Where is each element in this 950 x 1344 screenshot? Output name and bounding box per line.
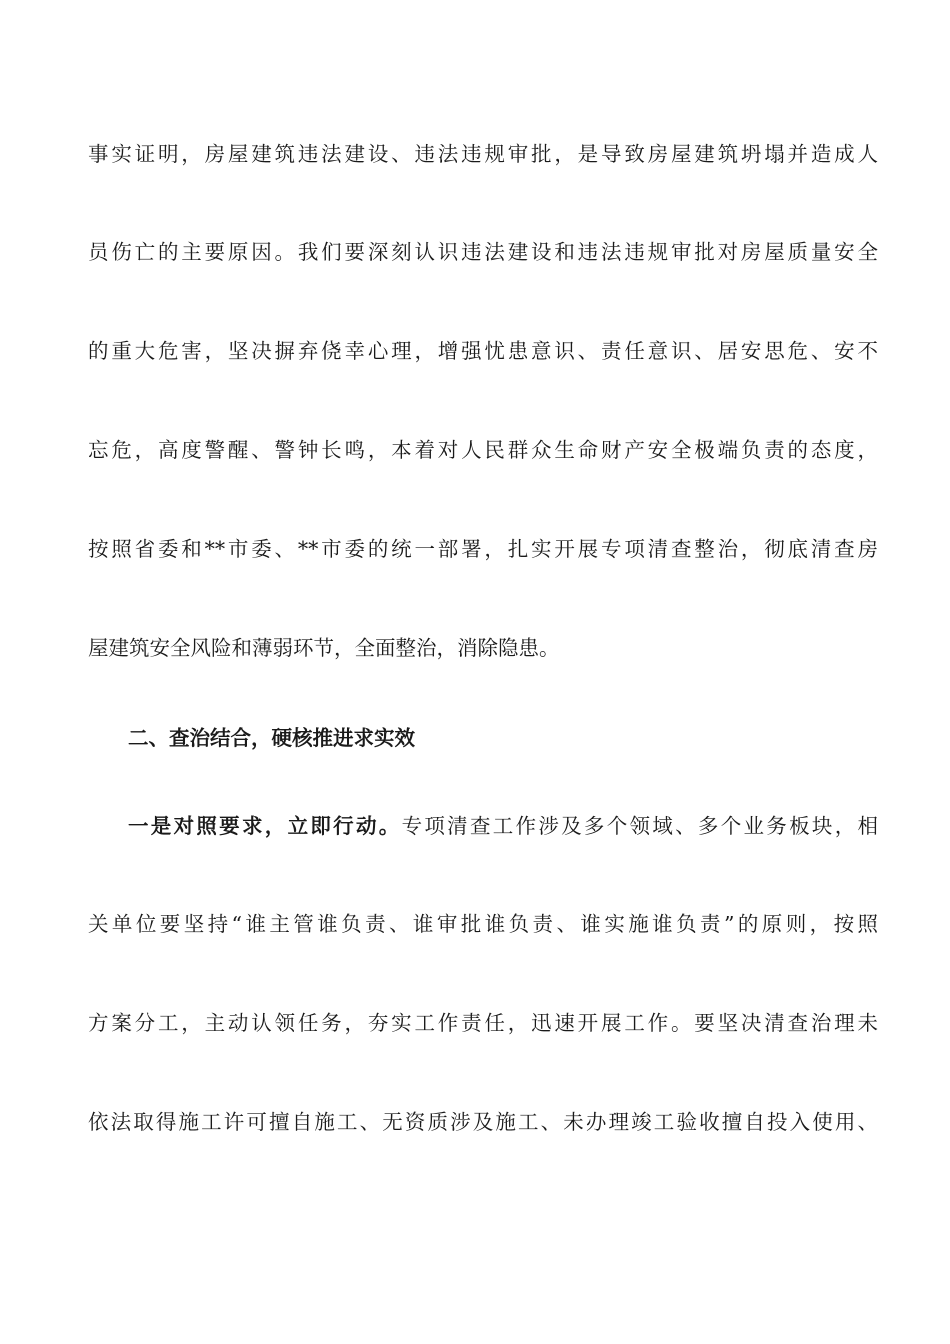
paragraph-1-line-2: 员伤亡的主要原因。我们要深刻认识违法建设和违法违规审批对房屋质量安全 <box>88 240 878 264</box>
paragraph-2-line-3: 方案分工，主动认领任务，夯实工作责任，迅速开展工作。要坚决清查治理未 <box>88 1011 878 1035</box>
paragraph-2-line-1-rest: 专项清查工作涉及多个领域、多个业务板块，相 <box>401 814 878 838</box>
section-heading: 二、查治结合，硬核推进求实效 <box>128 726 415 750</box>
paragraph-2-line-2: 关单位要坚持“谁主管谁负责、谁审批谁负责、谁实施谁负责”的原则，按照 <box>88 912 878 936</box>
paragraph-2-line-4: 依法取得施工许可擅自施工、无资质涉及施工、未办理竣工验收擅自投入使用、 <box>88 1110 878 1134</box>
paragraph-2-line-1 <box>128 812 878 840</box>
paragraph-2-lead: 一是对照要求，立即行动。 <box>128 814 402 838</box>
paragraph-1-line-1: 事实证明，房屋建筑违法建设、违法违规审批，是导致房屋建筑坍塌并造成人 <box>88 142 878 166</box>
paragraph-1-line-3: 的重大危害，坚决摒弃侥幸心理，增强忧患意识、责任意识、居安思危、安不 <box>88 339 878 363</box>
paragraph-1-line-6: 屋建筑安全风险和薄弱环节，全面整治，消除隐患。 <box>88 636 560 660</box>
paragraph-1-line-4: 忘危，高度警醒、警钟长鸣，本着对人民群众生命财产安全极端负责的态度， <box>88 438 878 462</box>
paragraph-1-line-5: 按照省委和**市委、**市委的统一部署，扎实开展专项清查整治，彻底清查房 <box>88 537 878 561</box>
